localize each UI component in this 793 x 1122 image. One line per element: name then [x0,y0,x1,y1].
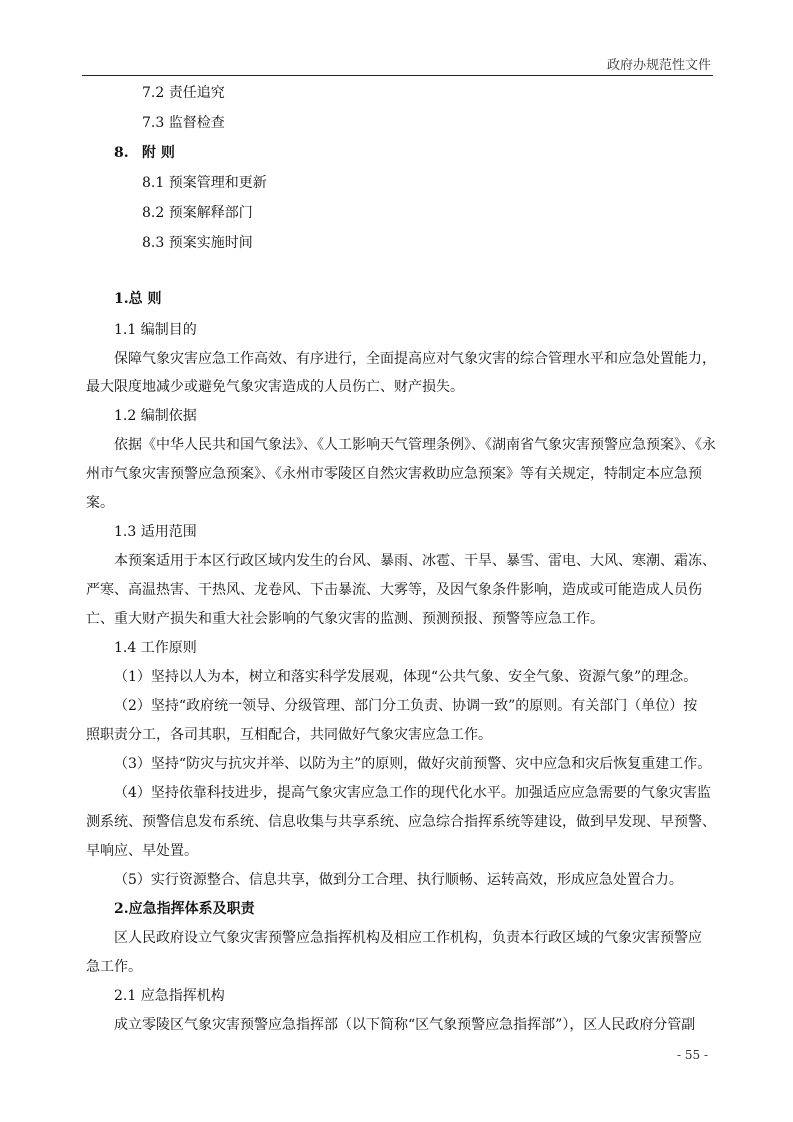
toc-item-8-1: 8.1 预案管理和更新 [142,175,267,191]
section-2-heading: 2.应急指挥体系及职责 [114,901,255,917]
paragraph-line: 本预案适用于本区行政区域内发生的台风、暴雨、冰雹、干旱、暴雪、雷电、大风、寒潮、霜冻、 [114,553,716,569]
paragraph-line: 照职责分工，各司其职，互相配合，共同做好气象灾害应急工作。 [86,727,492,743]
paragraph-line: 严寒、高温热害、干热风、龙卷风、下击暴流、大雾等，及因气象条件影响，造成或可能造成人员伤 [86,582,702,598]
paragraph-line: 早响应、早处置。 [86,843,198,859]
paragraph-line: （4）坚持依靠科技进步，提高气象灾害应急工作的现代化水平。加强适应应急需要的气象灾害监 [114,785,711,801]
paragraph-line: 最大限度地减少或避免气象灾害造成的人员伤亡、财产损失。 [86,379,464,395]
paragraph-line: （1）坚持以人为本，树立和落实科学发展观，体现“公共气象、安全气象、资源气象”的理念。 [114,669,698,685]
paragraph-line: 测系统、预警信息发布系统、信息收集与共享系统、应急综合指挥系统等建设，做到早发现、早预警、 [86,814,716,830]
paragraph-line: 保障气象灾害应急工作高效、有序进行，全面提高应对气象灾害的综合管理水平和应急处置能力， [114,351,716,367]
toc-section-8-title: 附 则 [142,145,175,161]
paragraph-line: 州市气象灾害预警应急预案》、《永州市零陵区自然灾害救助应急预案》等有关规定，特制定本应急预 [86,466,702,482]
toc-item-8-3: 8.3 预案实施时间 [142,235,253,251]
paragraph-line: （5）实行资源整合、信息共享，做到分工合理、执行顺畅、运转高效，形成应急处置合力。 [114,872,683,888]
paragraph-line: 依据《中华人民共和国气象法》、《人工影响天气管理条例》、《湖南省气象灾害预警应急预案》、《永 [114,437,716,453]
paragraph-line: （2）坚持“政府统一领导、分级管理、部门分工负责、协调一致”的原则。有关部门（单位）按 [114,698,698,714]
section-1-heading: 1.总 则 [114,291,162,307]
paragraph-line: 成立零陵区气象灾害预警应急指挥部（以下简称“区气象预警应急指挥部”），区人民政府分管副 [114,1017,696,1033]
section-1-3-heading: 1.3 适用范围 [114,524,197,540]
section-2-1-heading: 2.1 应急指挥机构 [114,988,225,1004]
paragraph-line: 亡、重大财产损失和重大社会影响的气象灾害的监测、预测预报、预警等应急工作。 [86,611,604,627]
toc-item-7-2: 7.2 责任追究 [142,85,225,101]
toc-section-8-number: 8. [114,145,129,161]
toc-item-8-2: 8.2 预案解释部门 [142,205,253,221]
paragraph-line: 案。 [86,495,114,511]
paragraph-line: 区人民政府设立气象灾害预警应急指挥机构及相应工作机构，负责本行政区域的气象灾害预警应 [114,930,702,946]
paragraph-line: （3）坚持“防灾与抗灾并举、以防为主”的原则，做好灾前预警、灾中应急和灾后恢复重建工作。 [114,756,712,772]
section-1-2-heading: 1.2 编制依据 [114,408,197,424]
section-1-1-heading: 1.1 编制目的 [114,322,197,338]
toc-item-7-3: 7.3 监督检查 [142,115,225,131]
page-number: - 55 - [676,1048,708,1062]
header-divider [82,75,713,76]
header-title: 政府办规范性文件 [606,58,711,73]
paragraph-line: 急工作。 [86,959,142,975]
section-1-4-heading: 1.4 工作原则 [114,640,197,656]
